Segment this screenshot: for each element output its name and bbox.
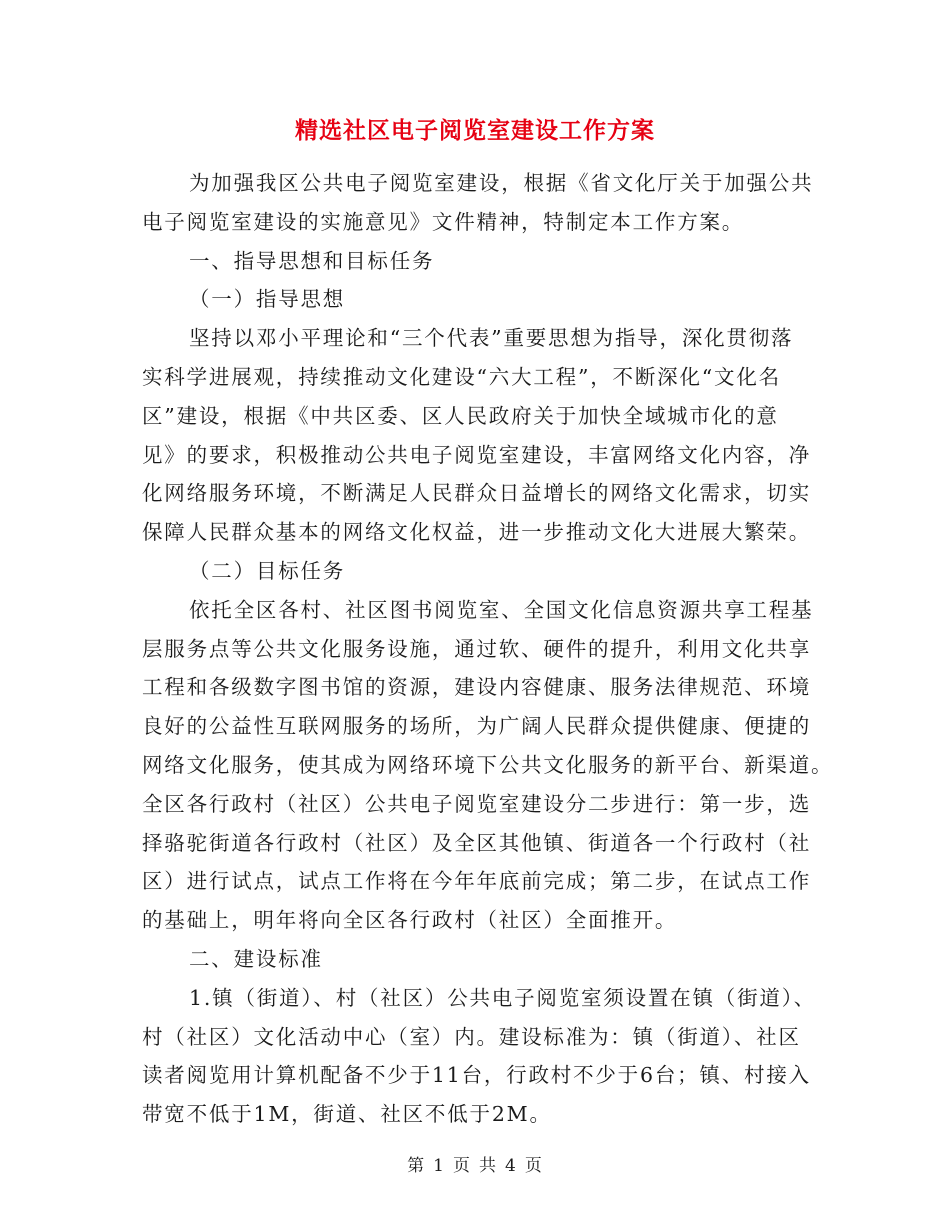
paragraph-line: 择骆驼街道各行政村（社区）及全区其他镇、街道各一个行政村（社 [142, 830, 811, 855]
paragraph-line: 网络文化服务，使其成为网络环境下公共文化服务的新平台、新渠道。 [142, 752, 834, 777]
paragraph-line: 见》的要求，积极推动公共电子阅览室建设，丰富网络文化内容，净 [142, 442, 811, 467]
document-body [142, 164, 834, 1134]
paragraph-line: 层服务点等公共文化服务设施，通过软、硬件的提升，利用文化共享 [142, 636, 811, 661]
paragraph-line: 为加强我区公共电子阅览室建设，根据《省文化厅关于加强公共 [189, 171, 814, 195]
paragraph-line: 良好的公益性互联网服务的场所，为广阔人民群众提供健康、便捷的 [142, 714, 811, 739]
paragraph-line: 带宽不低于1M，街道、社区不低于2M。 [142, 1102, 552, 1127]
section-heading: 一、指导思想和目标任务 [189, 248, 435, 273]
document-title: 精选社区电子阅览室建设工作方案 [295, 117, 655, 144]
paragraph-line: 化网络服务环境，不断满足人民群众日益增长的网络文化需求，切实 [142, 481, 811, 506]
page-total: 4 [505, 1156, 517, 1176]
paragraph-line: 依托全区各村、社区图书阅览室、全国文化信息资源共享工程基 [189, 597, 814, 622]
page-mid: 页 [453, 1156, 471, 1176]
total-prefix: 共 [479, 1156, 497, 1176]
subsection-heading: （一）指导思想 [189, 287, 346, 312]
paragraph-line: 坚持以邓小平理论和“三个代表”重要思想为指导，深化贯彻落 [189, 326, 794, 351]
section-heading: 二、建设标准 [189, 946, 323, 971]
paragraph-line: 村（社区）文化活动中心（室）内。建设标准为：镇（街道）、社区 [142, 1024, 801, 1049]
paragraph-line: 区）进行试点，试点工作将在今年年底前完成；第二步，在试点工作 [142, 869, 811, 894]
paragraph-line: 工程和各级数字图书馆的资源，建设内容健康、服务法律规范、环境 [142, 675, 811, 700]
page-current: 1 [433, 1156, 445, 1176]
paragraph-line: 保障人民群众基本的网络文化权益，进一步推动文化大进展大繁荣。 [142, 520, 811, 545]
page-prefix: 第 [407, 1156, 426, 1176]
paragraph-line: 读者阅览用计算机配备不少于11台，行政村不少于6台；镇、村接入 [142, 1063, 811, 1088]
page-footer [0, 1151, 950, 1176]
paragraph-line: 实科学进展观，持续推动文化建设“六大工程”，不断深化“文化名 [142, 364, 781, 389]
paragraph-line: 全区各行政村（社区）公共电子阅览室建设分二步进行：第一步，选 [142, 791, 811, 816]
paragraph-line: 区”建设，根据《中共区委、区人民政府关于加快全域城市化的意 [142, 403, 779, 428]
subsection-heading: （二）目标任务 [189, 558, 346, 583]
paragraph-line: 1.镇（街道）、村（社区）公共电子阅览室须设置在镇（街道）、 [189, 985, 817, 1010]
paragraph-line: 电子阅览室建设的实施意见》文件精神，特制定本工作方案。 [142, 209, 745, 234]
paragraph-line: 的基础上，明年将向全区各行政村（社区）全面推开。 [142, 908, 678, 933]
total-suffix: 页 [524, 1156, 543, 1176]
